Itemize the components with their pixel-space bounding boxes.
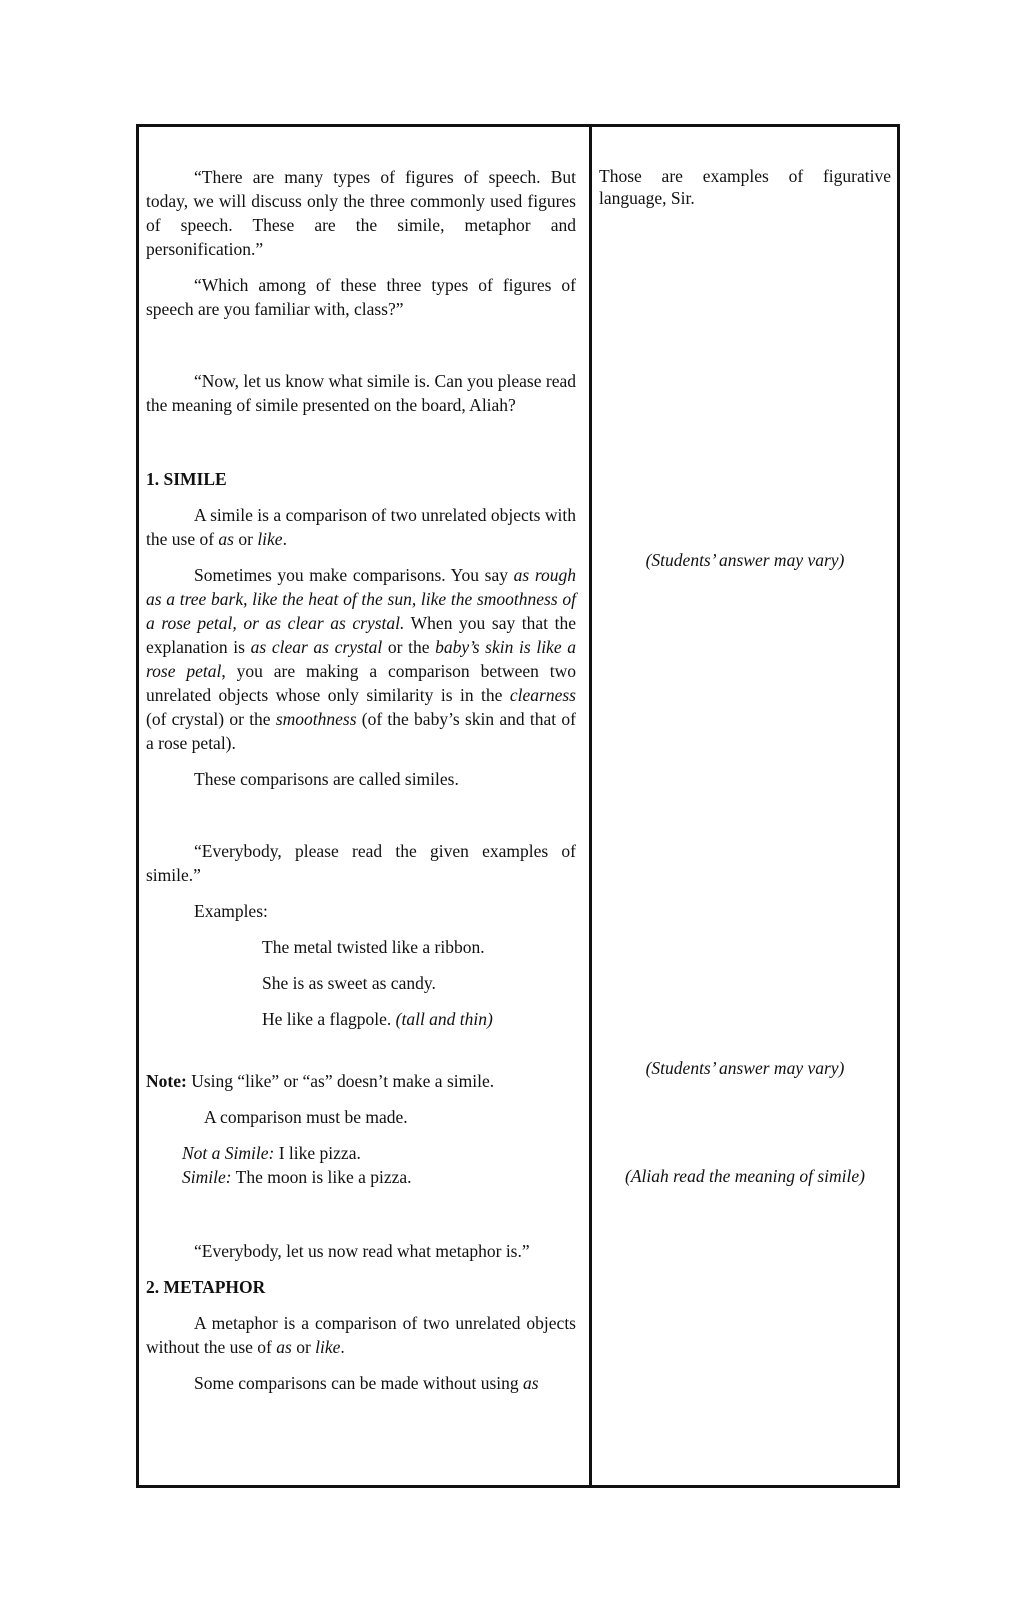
paragraph: These comparisons are called similes. xyxy=(194,769,459,789)
column-divider xyxy=(589,127,592,1485)
student-response: (Students’ answer may vary) xyxy=(645,550,845,570)
paragraph: “Everybody, let us now read what metaphor is.” xyxy=(194,1241,530,1261)
paragraph: “There are many types of figures of speech. But today, we will discuss only the three commonly used figures of speech. These are the simile, metaphor and personification.” xyxy=(146,167,576,259)
simile-definition: A simile is a comparison of two unrelated objects with the use of as or like. xyxy=(146,505,576,549)
example-item: She is as sweet as candy. xyxy=(262,973,436,993)
section-heading-simile: 1. SIMILE xyxy=(146,469,227,489)
metaphor-definition: A metaphor is a comparison of two unrelated objects without the use of as or like. xyxy=(146,1313,576,1357)
lesson-table xyxy=(136,124,900,1488)
example-item: He like a flagpole. (tall and thin) xyxy=(262,1009,493,1029)
paragraph: Some comparisons can be made without using as xyxy=(194,1373,539,1393)
section-heading-metaphor: 2. METAPHOR xyxy=(146,1277,266,1297)
paragraph: “Which among of these three types of figures of speech are you familiar with, class?” xyxy=(146,275,576,319)
paragraph: “Everybody, please read the given examples of simile.” xyxy=(146,841,576,885)
not-simile-example: Not a Simile: I like pizza. xyxy=(182,1143,361,1163)
teacher-column xyxy=(146,165,576,1395)
note-continued: A comparison must be made. xyxy=(204,1107,408,1127)
paragraph: Sometimes you make comparisons. You say as rough as a tree bark, like the heat of the sun, like the smoothness of a rose petal, or as clear as crystal. When you say that the explanation is as clear as crystal or the baby’s skin is like a rose petal, you are making a comparison between two unrelated objects whose only similarity is in the clearness (of crystal) or the smoothness (of the baby’s skin and that of a rose petal). xyxy=(146,565,577,753)
note: Note: Using “like” or “as” doesn’t make a simile. xyxy=(146,1071,495,1091)
examples-label: Examples: xyxy=(194,901,268,921)
student-column xyxy=(599,165,891,1186)
simile-example: Simile: The moon is like a pizza. xyxy=(182,1167,412,1187)
student-response: Those are examples of figurative language, Sir. xyxy=(599,166,891,208)
example-item: The metal twisted like a ribbon. xyxy=(262,937,485,957)
student-response: (Aliah read the meaning of simile) xyxy=(625,1166,865,1186)
paragraph: “Now, let us know what simile is. Can you please read the meaning of simile presented on the board, Aliah? xyxy=(146,371,576,415)
student-response: (Students’ answer may vary) xyxy=(645,1058,845,1078)
